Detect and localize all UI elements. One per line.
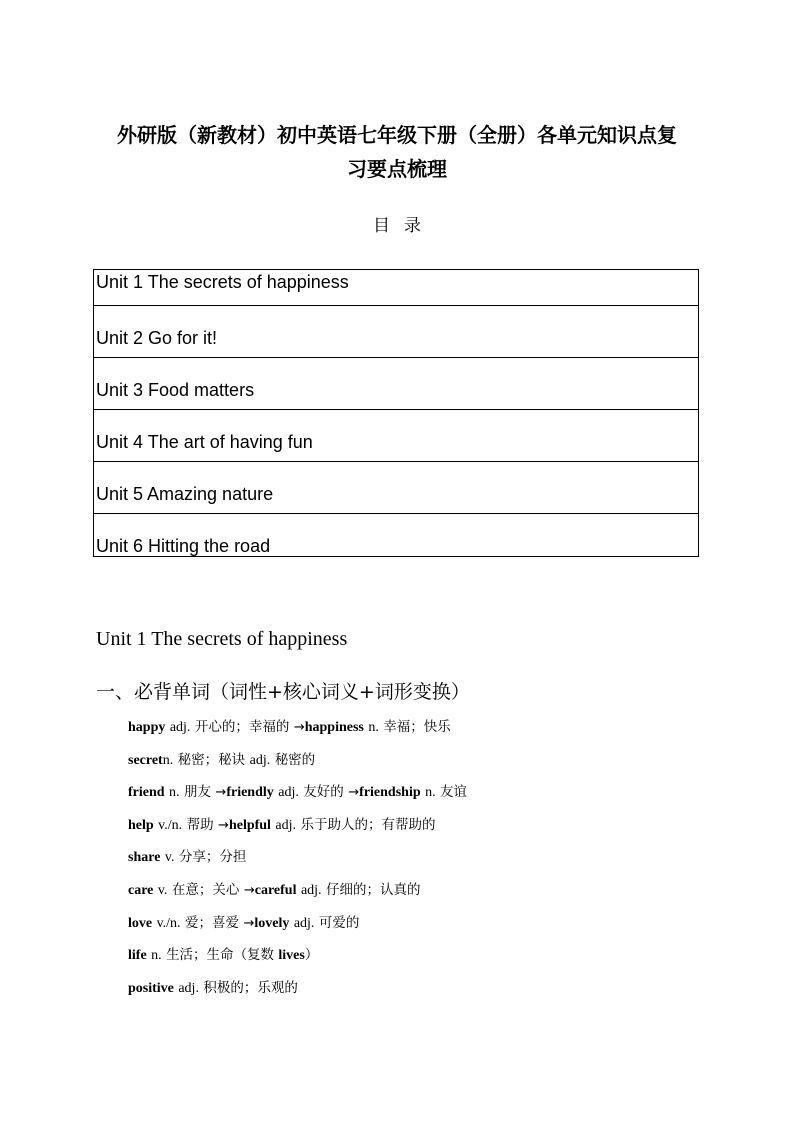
vocab-meaning: 积极的；乐观的 [203, 979, 298, 996]
vocab-entry [128, 977, 467, 1010]
vocab-meaning: 分享；分担 [178, 849, 247, 866]
vocab-pos: adj. [249, 752, 271, 768]
vocab-derived-word: friendship [359, 785, 421, 801]
vocab-entry [128, 749, 467, 782]
vocab-entry [128, 912, 467, 945]
vocab-meaning: 友好的 [303, 784, 344, 801]
toc-item-unit-1: Unit 1 The secrets of happiness [96, 272, 349, 292]
vocab-pos: adj. [275, 817, 297, 833]
vocab-pos: n. [425, 785, 436, 801]
vocab-pos: adj. [278, 785, 299, 801]
toc-item-unit-2: Unit 2 Go for it! [96, 328, 218, 348]
vocab-entry [128, 879, 467, 912]
toc-row [94, 306, 698, 358]
vocab-meaning: 爱；喜爱 [185, 914, 239, 931]
vocab-word: secret [128, 752, 163, 768]
arrow-icon: → [215, 785, 227, 801]
arrow-icon: → [218, 817, 229, 833]
vocab-meaning: 朋友 [183, 784, 211, 801]
vocab-pos: adj. [300, 882, 322, 898]
vocab-derived-word: friendly [226, 785, 274, 801]
vocab-derived-word: careful [254, 882, 297, 898]
toc-item-unit-3: Unit 3 Food matters [96, 380, 255, 400]
vocab-pos: v. [157, 882, 168, 898]
vocab-derived-word: lovely [254, 915, 290, 931]
vocab-word: share [128, 850, 161, 866]
vocab-entry [128, 944, 467, 977]
vocab-pos: n. [151, 948, 162, 964]
vocab-entry [128, 716, 467, 749]
vocab-note: （复数 [233, 947, 279, 964]
vocab-meaning: 仔细的；认真的 [326, 881, 421, 898]
unit-1-heading: Unit 1 The secrets of happiness [96, 628, 348, 650]
vocab-pos: n. [162, 752, 174, 768]
toc-item-unit-4: Unit 4 The art of having fun [96, 432, 313, 452]
toc-heading: 目录 [373, 216, 435, 236]
vocab-pos: n. [368, 720, 379, 735]
toc-row [94, 514, 698, 556]
toc-row [94, 270, 698, 306]
vocab-meaning: 幸福；快乐 [383, 719, 451, 735]
vocab-meaning: 生活；生命 [166, 947, 234, 964]
vocab-pos: adj. [169, 720, 191, 735]
vocab-derived-word: helpful [228, 817, 271, 833]
vocab-pos: n. [169, 785, 180, 801]
vocab-pos: v./n. [158, 817, 183, 833]
document-title-line-1: 外研版（新教材）初中英语七年级下册（全册）各单元知识点复 [117, 123, 677, 147]
section-heading-vocabulary: 一、必背单词（词性+核心词义+词形变换） [96, 681, 470, 703]
arrow-icon: → [243, 882, 255, 898]
toc-item-unit-5: Unit 5 Amazing nature [96, 484, 274, 504]
vocab-pos: v./n. [156, 915, 181, 931]
arrow-icon: → [243, 915, 255, 931]
vocab-note: ） [304, 947, 319, 964]
toc-item-unit-6: Unit 6 Hitting the road [96, 536, 271, 556]
vocab-word: help [128, 817, 154, 833]
vocab-word: happy [128, 720, 166, 735]
document-title-line-2: 习要点梳理 [347, 157, 447, 181]
vocab-meaning: 秘密的 [274, 751, 316, 768]
vocab-meaning: 秘密；秘诀 [177, 751, 246, 768]
vocab-meaning: 在意；关心 [171, 881, 240, 898]
vocab-pos: adj. [293, 915, 315, 931]
vocab-word: life [128, 948, 147, 964]
vocab-pos: v. [164, 850, 175, 866]
vocab-derived-word: happiness [304, 720, 364, 735]
table-of-contents [93, 269, 699, 557]
vocab-word: positive [128, 980, 174, 996]
vocab-meaning: 友谊 [440, 784, 468, 801]
vocab-meaning: 乐于助人的；有帮助的 [300, 816, 436, 833]
vocab-entry [128, 846, 467, 879]
toc-row [94, 410, 698, 462]
vocab-meaning: 可爱的 [318, 914, 360, 931]
vocab-pos: adj. [178, 980, 199, 996]
vocabulary-list [128, 716, 467, 1009]
vocab-word: love [128, 915, 153, 931]
vocab-meaning: 帮助 [186, 816, 214, 833]
vocab-note-word: lives [278, 948, 305, 964]
vocab-entry [128, 814, 467, 847]
arrow-icon: → [348, 785, 360, 801]
vocab-word: friend [128, 785, 165, 801]
toc-row [94, 462, 698, 514]
arrow-icon: → [293, 720, 305, 735]
toc-row [94, 358, 698, 410]
vocab-meaning: 开心的；幸福的 [194, 719, 290, 735]
vocab-entry [128, 781, 467, 814]
vocab-word: care [128, 882, 154, 898]
